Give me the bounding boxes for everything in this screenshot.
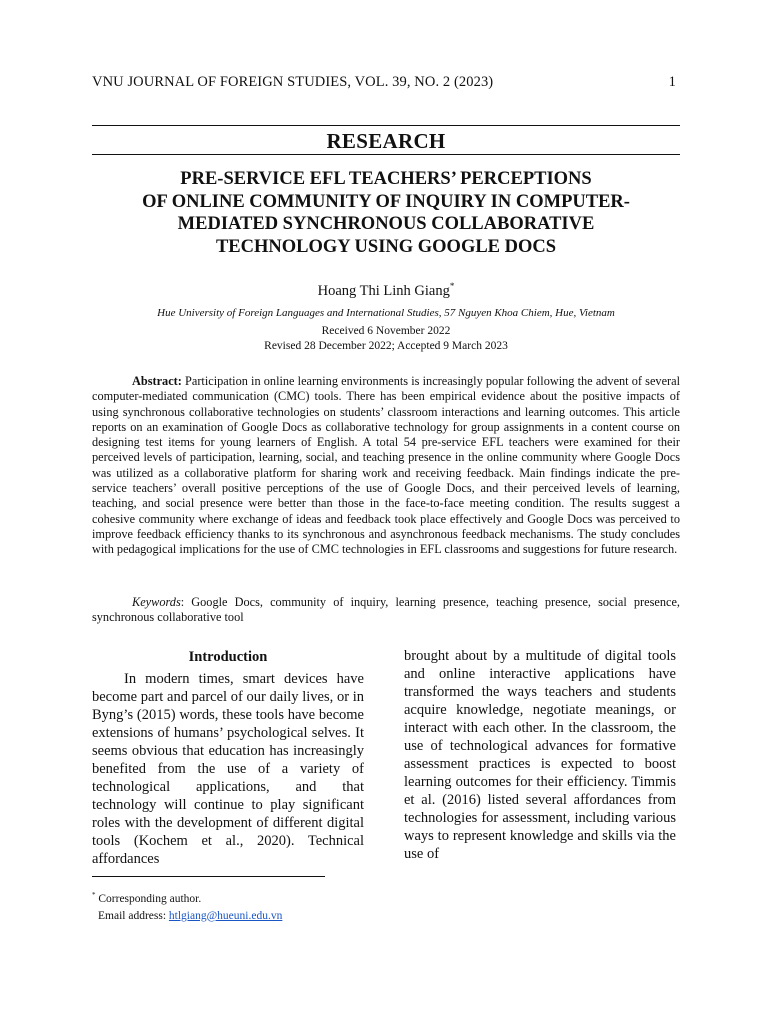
abstract-label: Abstract: [132, 374, 182, 388]
running-head [92, 74, 676, 91]
footnote-rule [92, 876, 325, 877]
author-footnote-mark: * [449, 281, 455, 291]
keywords-label: Keywords [132, 595, 181, 609]
received-date: Received 6 November 2022 [321, 325, 451, 337]
journal-name: VNU JOURNAL OF FOREIGN STUDIES, VOL. 39, NO. 2 (2023) [92, 74, 494, 90]
corresponding-author-label: Corresponding author. [95, 892, 202, 905]
article-dates [92, 324, 680, 354]
author [92, 281, 680, 300]
title-line: MEDIATED SYNCHRONOUS COLLABORATIVE [177, 214, 595, 234]
affiliation: Hue University of Foreign Languages and International Studies, 57 Nguyen Khoa Chiem, Hue, Vietnam [157, 307, 615, 319]
author-name: Hoang Thi Linh Giang [317, 282, 450, 299]
body-paragraph: In modern times, smart devices have become part and parcel of our daily lives, or in Byng’s (2015) words, these tools have become extensions of humans’ psychological selves. It seems obvious that education has increasingly benefited from the use of a variety of technological applications, and that technology will continue to play significant roles with the development of different digital tools (Kochem et al., 2020). Technical affordances [92, 671, 364, 867]
section-heading: Introduction [188, 649, 268, 665]
title-line: OF ONLINE COMMUNITY OF INQUIRY IN COMPUTER- [142, 191, 630, 212]
abstract [92, 374, 680, 558]
body-right-column [404, 647, 676, 863]
paper-title [100, 168, 672, 258]
footnote-mark: * [92, 891, 96, 899]
footnote [92, 887, 282, 925]
top-rule [92, 125, 680, 126]
bottom-rule [92, 154, 680, 155]
email-label: Email address: [98, 909, 169, 922]
title-line: TECHNOLOGY USING GOOGLE DOCS [215, 236, 557, 257]
page-number: 1 [668, 74, 676, 90]
section-label: RESEARCH [326, 129, 446, 153]
footnote-email-line [92, 908, 282, 925]
revised-accepted-date: Revised 28 December 2022; Accepted 9 March 2023 [264, 340, 508, 352]
abstract-text: Participation in online learning environments is increasingly popular following the advent of several computer-mediated communication (CMC) tools. There has been empirical evidence about the positive impacts of using synchronous collaborative technologies on students’ classroom interactions and learning outcomes. This article reports on an examination of Google Docs as collaborative technology for group assignments in a content course on designing test items for young learners of English. A total 54 pre-service EFL teachers were examined for their perceived levels of participation, learning, social, and teaching presence in the online community where Google Docs was utilized as a collaborative platform for sharing work and receiving feedback. Main findings indicate the pre-service teachers’ overall positive perceptions of the use of Google Docs, and their perceived levels of learning, teaching, and social presence were better than those in the face-to-face meeting condition. The results suggest a cohesive community where exchange of ideas and feedback took place effectively and Google Docs was perceived to improve feedback efficiency thanks to its synchronous and asynchronous feedback mechanisms. The study concludes with pedagogical implications for the use of CMC technologies in EFL classrooms and suggestions for future research. [92, 374, 680, 557]
keywords-text: : Google Docs, community of inquiry, learning presence, teaching presence, social presence, synchronous collaborative tool [92, 595, 680, 625]
email-link[interactable]: htlgiang@hueuni.edu.vn [168, 909, 283, 922]
title-line: PRE-SERVICE EFL TEACHERS’ PERCEPTIONS [180, 169, 592, 189]
keywords [92, 595, 680, 626]
body-left-column [92, 648, 364, 868]
footnote-corresponding [92, 887, 282, 908]
body-paragraph: brought about by a multitude of digital tools and online interactive applications have transformed the ways teachers and students acquire knowledge, negotiate meanings, or interact with each other. In the classroom, the use of technological advances for formative assessment practices is expected to boost learning outcomes for their efficiency. Timmis et al. (2016) listed several affordances from technologies for assessment, including various ways to represent knowledge and skills via the use of [404, 648, 676, 862]
